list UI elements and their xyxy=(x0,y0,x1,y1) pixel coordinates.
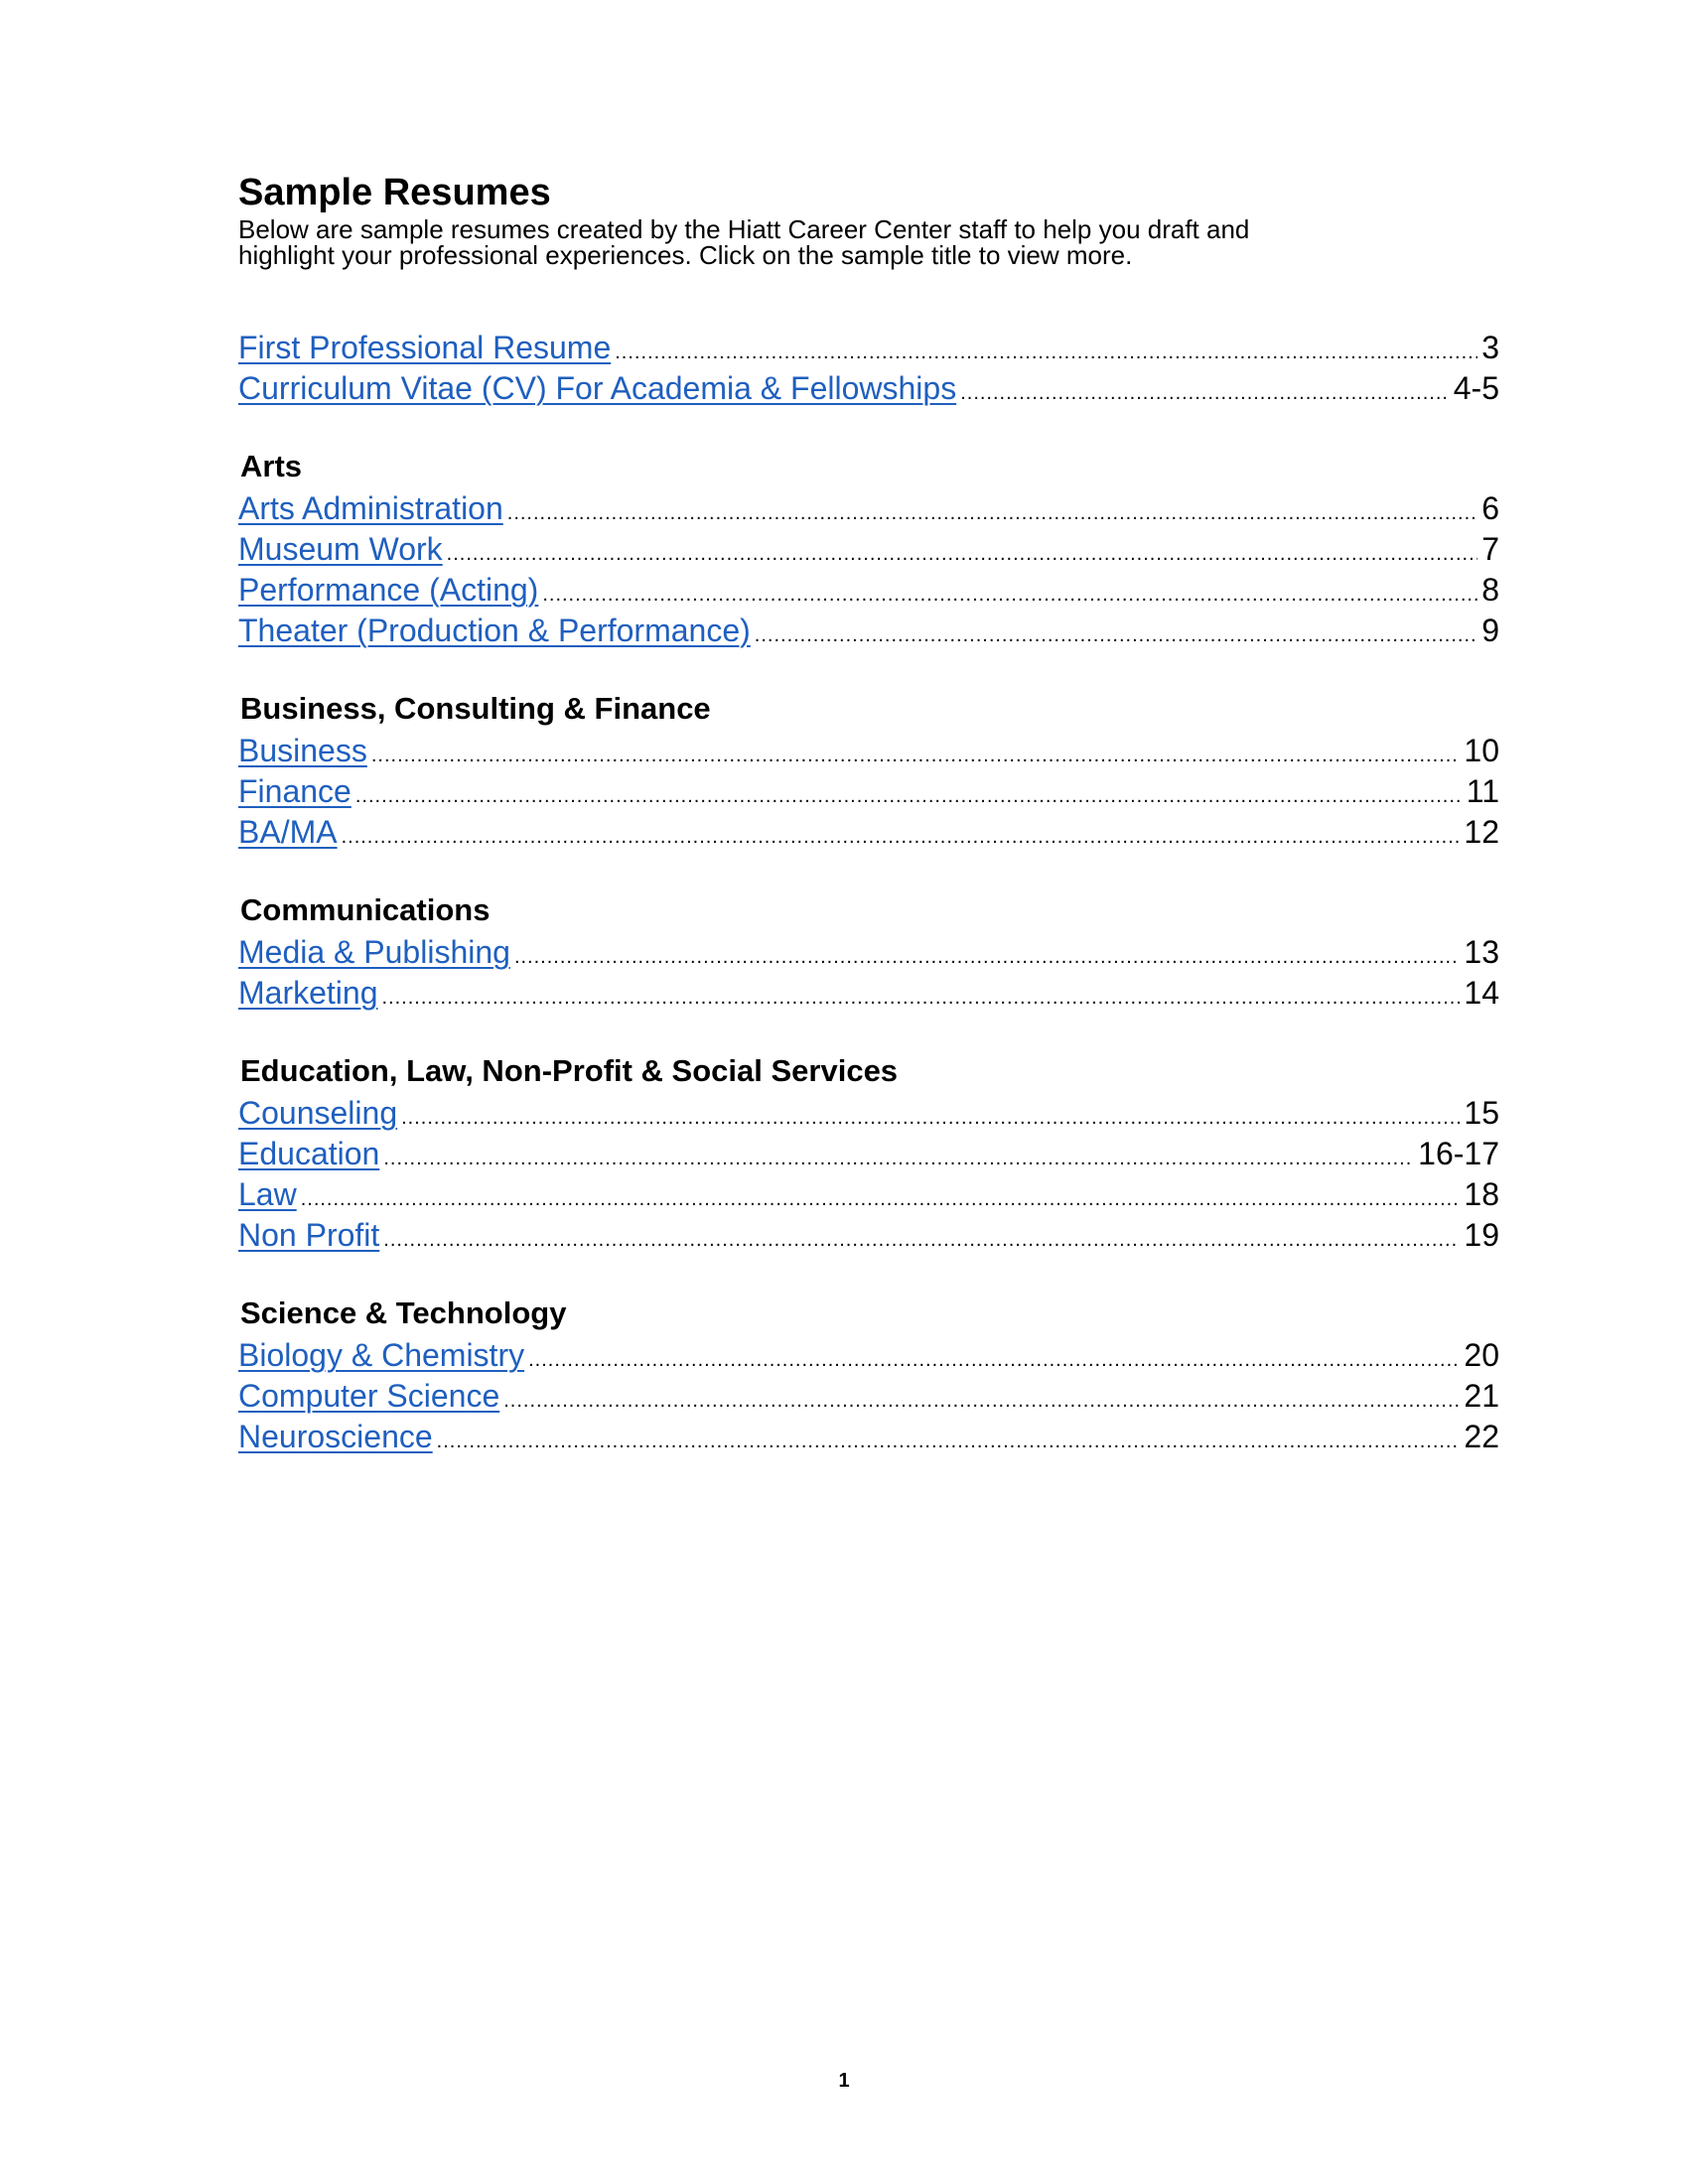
toc-row xyxy=(238,488,1499,529)
dot-leader xyxy=(437,1422,1461,1462)
dot-leader xyxy=(503,1381,1460,1422)
toc-section-communications xyxy=(238,890,1499,1014)
toc-row xyxy=(238,1093,1499,1134)
dot-leader xyxy=(542,575,1477,615)
toc-section-science-technology xyxy=(238,1294,1499,1457)
toc-page-number: 20 xyxy=(1464,1337,1499,1373)
dot-leader xyxy=(301,1179,1461,1220)
dot-leader xyxy=(401,1098,1460,1139)
dot-leader xyxy=(342,817,1461,858)
toc-page-number: 8 xyxy=(1481,572,1499,608)
intro-line-2: highlight your professional experiences. Click on the sample title to view more. xyxy=(238,240,1133,270)
toc-link-curriculum-vitae[interactable]: Curriculum Vitae (CV) For Academia & Fellowships xyxy=(238,370,957,406)
dot-leader xyxy=(383,1220,1460,1261)
dot-leader xyxy=(382,978,1461,1019)
toc-page-number: 16-17 xyxy=(1418,1136,1499,1171)
toc-page-number: 11 xyxy=(1466,773,1499,809)
toc-row xyxy=(238,368,1499,409)
toc-link-first-professional-resume[interactable]: First Professional Resume xyxy=(238,330,612,365)
toc-section-education-law xyxy=(238,1051,1499,1256)
dot-leader xyxy=(528,1340,1460,1381)
toc-page-number: 21 xyxy=(1464,1378,1499,1414)
toc-link-ba-ma[interactable]: BA/MA xyxy=(238,814,338,850)
document-page xyxy=(238,169,1499,1495)
toc-page-number: 18 xyxy=(1464,1176,1499,1212)
toc-page-number: 19 xyxy=(1464,1217,1499,1253)
section-heading-science-technology: Science & Technology xyxy=(240,1296,567,1330)
toc-link-arts-administration[interactable]: Arts Administration xyxy=(238,490,503,526)
toc-row xyxy=(238,1174,1499,1215)
table-of-contents xyxy=(238,328,1499,1457)
toc-page-number: 10 xyxy=(1464,733,1499,768)
toc-link-performance-acting[interactable]: Performance (Acting) xyxy=(238,572,539,608)
toc-page-number: 12 xyxy=(1464,814,1499,850)
toc-section-arts xyxy=(238,447,1499,651)
section-heading-communications: Communications xyxy=(240,892,491,927)
toc-row xyxy=(238,812,1499,853)
toc-row xyxy=(238,1335,1499,1376)
dot-leader xyxy=(960,373,1450,414)
toc-row xyxy=(238,328,1499,368)
toc-page-number: 22 xyxy=(1464,1419,1499,1454)
section-heading-business: Business, Consulting & Finance xyxy=(240,691,711,726)
dot-leader xyxy=(383,1139,1414,1179)
toc-page-number: 9 xyxy=(1481,613,1499,648)
toc-row xyxy=(238,731,1499,771)
dot-leader xyxy=(447,534,1478,575)
dot-leader xyxy=(371,736,1461,776)
toc-page-number: 4-5 xyxy=(1453,370,1499,406)
toc-page-number: 7 xyxy=(1481,531,1499,567)
toc-link-neuroscience[interactable]: Neuroscience xyxy=(238,1419,433,1454)
dot-leader xyxy=(615,333,1477,373)
toc-link-media-publishing[interactable]: Media & Publishing xyxy=(238,934,510,970)
dot-leader xyxy=(755,615,1477,656)
toc-row xyxy=(238,1134,1499,1174)
toc-section-business xyxy=(238,689,1499,853)
dot-leader xyxy=(514,937,1460,978)
toc-link-theater[interactable]: Theater (Production & Performance) xyxy=(238,613,751,648)
toc-page-number: 14 xyxy=(1464,975,1499,1011)
toc-row xyxy=(238,932,1499,973)
section-heading-arts: Arts xyxy=(240,449,303,483)
toc-link-museum-work[interactable]: Museum Work xyxy=(238,531,443,567)
toc-row xyxy=(238,611,1499,651)
toc-link-computer-science[interactable]: Computer Science xyxy=(238,1378,500,1414)
toc-section-general xyxy=(238,328,1499,409)
toc-link-education[interactable]: Education xyxy=(238,1136,380,1171)
toc-page-number: 13 xyxy=(1464,934,1499,970)
toc-link-counseling[interactable]: Counseling xyxy=(238,1095,398,1131)
dot-leader xyxy=(507,493,1477,534)
toc-page-number: 6 xyxy=(1481,490,1499,526)
toc-link-marketing[interactable]: Marketing xyxy=(238,975,378,1011)
page-number-footer: 1 xyxy=(838,2070,850,2092)
intro-line-1: Below are sample resumes created by the Hiatt Career Center staff to help you draft and xyxy=(238,214,1250,244)
page-title: Sample Resumes xyxy=(238,172,551,213)
toc-link-biology-chemistry[interactable]: Biology & Chemistry xyxy=(238,1337,525,1373)
toc-row xyxy=(238,1215,1499,1256)
toc-page-number: 15 xyxy=(1464,1095,1499,1131)
toc-page-number: 3 xyxy=(1481,330,1499,365)
toc-row xyxy=(238,973,1499,1014)
toc-link-finance[interactable]: Finance xyxy=(238,773,352,809)
toc-row xyxy=(238,1417,1499,1457)
toc-link-business[interactable]: Business xyxy=(238,733,367,768)
toc-row xyxy=(238,771,1499,812)
dot-leader xyxy=(355,776,1463,817)
toc-row xyxy=(238,570,1499,611)
toc-row xyxy=(238,529,1499,570)
toc-link-law[interactable]: Law xyxy=(238,1176,297,1212)
toc-row xyxy=(238,1376,1499,1417)
section-heading-education-law: Education, Law, Non-Profit & Social Services xyxy=(240,1053,899,1088)
toc-link-non-profit[interactable]: Non Profit xyxy=(238,1217,380,1253)
